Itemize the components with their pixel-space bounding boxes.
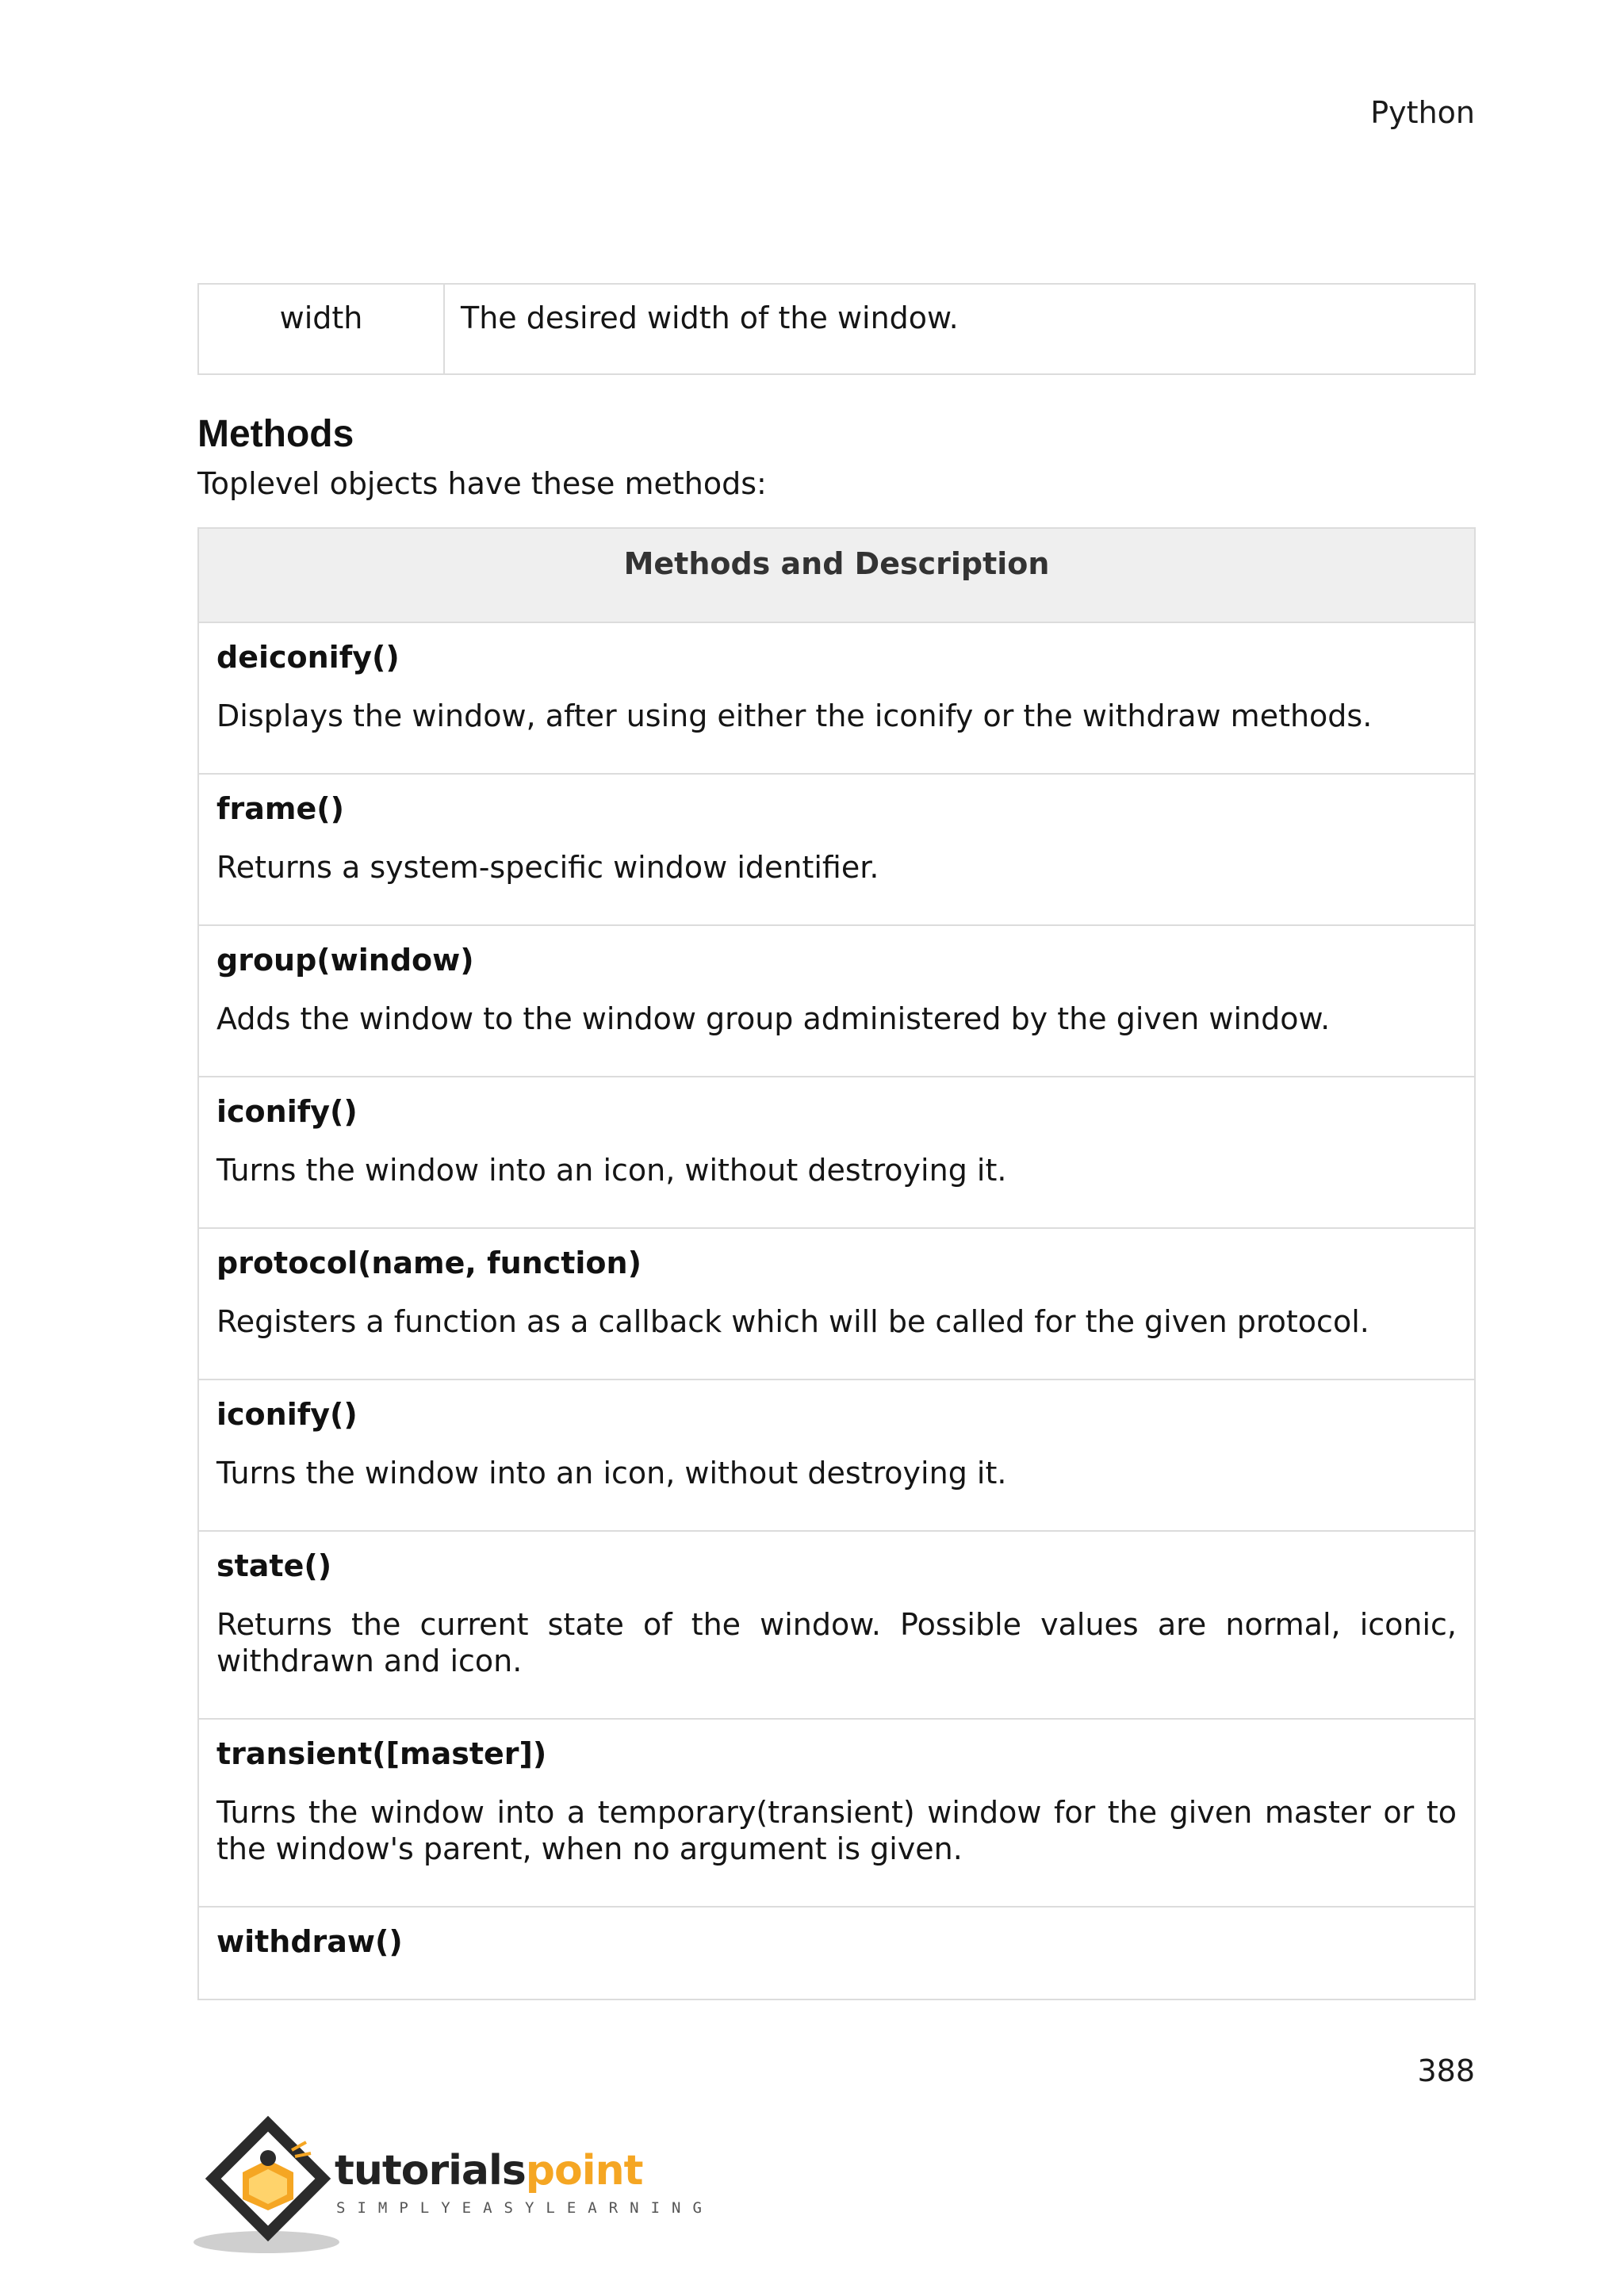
method-name: transient([master]): [216, 1736, 547, 1771]
method-cell: [198, 1077, 1475, 1228]
property-description: The desired width of the window.: [444, 284, 1475, 374]
table-row: [198, 1531, 1475, 1719]
property-table: [197, 283, 1476, 375]
property-name: width: [198, 284, 444, 374]
method-cell: [198, 622, 1475, 774]
section-heading: Methods: [197, 413, 354, 455]
method-description: Registers a function as a callback which will be called for the given protocol.: [216, 1304, 1369, 1339]
methods-table: [197, 527, 1476, 2000]
method-cell: [198, 1531, 1475, 1719]
method-name: iconify(): [216, 1094, 358, 1129]
table-row: [198, 284, 1475, 374]
method-description: Turns the window into an icon, without destroying it.: [216, 1456, 1007, 1490]
method-cell: [198, 1907, 1475, 1999]
table-row: [198, 1907, 1475, 1999]
table-header: Methods and Description: [198, 528, 1475, 622]
table-row: [198, 1719, 1475, 1907]
logo-diamond-icon: [193, 2110, 352, 2257]
method-cell: [198, 1380, 1475, 1531]
method-name: group(window): [216, 943, 474, 978]
page-number: 388: [1417, 2053, 1475, 2088]
table-row: [198, 1077, 1475, 1228]
method-description: Turns the window into an icon, without destroying it.: [216, 1153, 1007, 1188]
method-name: protocol(name, function): [216, 1246, 642, 1280]
method-name: withdraw(): [216, 1924, 403, 1959]
table-row: [198, 1380, 1475, 1531]
table-row: [198, 622, 1475, 774]
method-description: Returns the current state of the window. Possible values are normal, iconic, withdrawn and icon.: [216, 1607, 1457, 1678]
running-header: Python: [1370, 95, 1475, 130]
tutorialspoint-logo: [193, 2110, 714, 2257]
method-description: Turns the window into a temporary(transient) window for the given master or to the window's parent, when no argument is given.: [216, 1795, 1457, 1866]
table-header-row: [198, 528, 1475, 622]
section-intro: Toplevel objects have these methods:: [197, 466, 767, 501]
method-description: Returns a system-specific window identifier.: [216, 850, 879, 885]
table-row: [198, 1228, 1475, 1380]
method-description: Adds the window to the window group administered by the given window.: [216, 1001, 1331, 1036]
table-row: [198, 925, 1475, 1077]
method-cell: [198, 925, 1475, 1077]
method-name: frame(): [216, 791, 345, 826]
method-cell: [198, 1228, 1475, 1380]
logo-tagline: SIMPLYEASYLEARNING: [336, 2199, 714, 2217]
method-name: iconify(): [216, 1397, 358, 1432]
method-name: deiconify(): [216, 640, 400, 675]
method-cell: [198, 774, 1475, 925]
method-name: state(): [216, 1548, 332, 1583]
table-row: [198, 774, 1475, 925]
method-cell: [198, 1719, 1475, 1907]
logo-wordmark: tutorialspoint: [335, 2147, 643, 2195]
method-description: Displays the window, after using either the iconify or the withdraw methods.: [216, 698, 1373, 733]
